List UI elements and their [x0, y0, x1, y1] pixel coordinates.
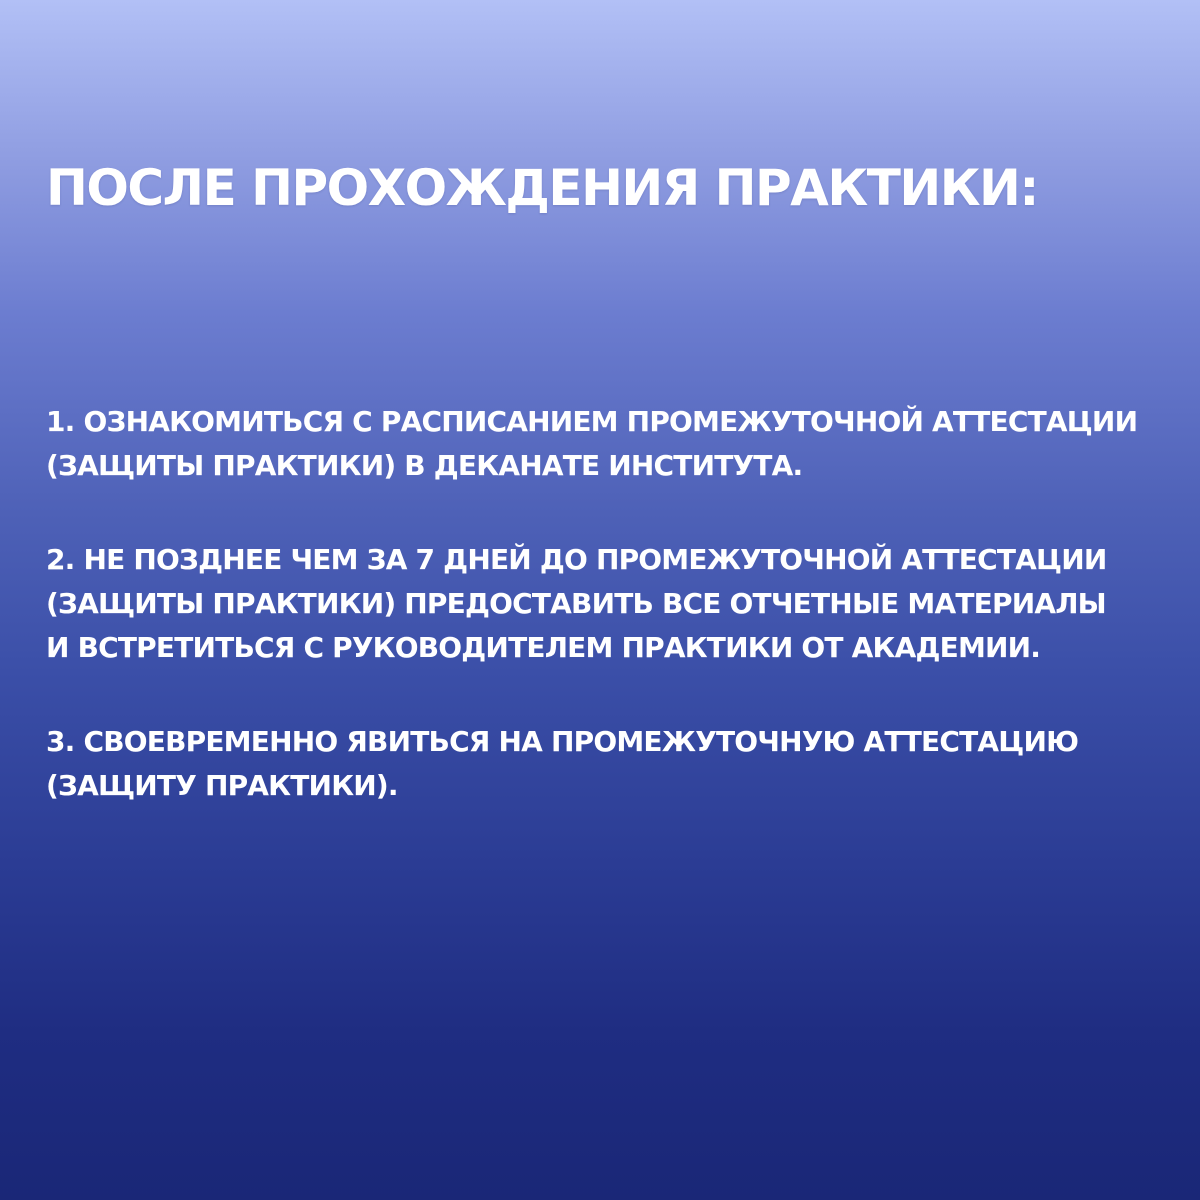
list-item — [46, 538, 1166, 670]
list-item-line: 3. СВОЕВРЕМЕННО ЯВИТЬСЯ НА ПРОМЕЖУТОЧНУЮ АТТЕСТАЦИЮ — [46, 725, 1079, 758]
list-item — [46, 400, 1166, 488]
list-item-line: 2. НЕ ПОЗДНЕЕ ЧЕМ ЗА 7 ДНЕЙ ДО ПРОМЕЖУТОЧНОЙ АТТЕСТАЦИИ — [46, 543, 1107, 576]
list-item-line: (ЗАЩИТЫ ПРАКТИКИ) ПРЕДОСТАВИТЬ ВСЕ ОТЧЕТНЫЕ МАТЕРИАЛЫ — [46, 587, 1106, 620]
page-title: ПОСЛЕ ПРОХОЖДЕНИЯ ПРАКТИКИ: — [46, 159, 1038, 217]
list-item-line: (ЗАЩИТУ ПРАКТИКИ). — [46, 769, 398, 802]
list-item — [46, 720, 1166, 808]
list-item-line: И ВСТРЕТИТЬСЯ С РУКОВОДИТЕЛЕМ ПРАКТИКИ ОТ АКАДЕМИИ. — [46, 631, 1041, 664]
list-item-line: 1. ОЗНАКОМИТЬСЯ С РАСПИСАНИЕМ ПРОМЕЖУТОЧНОЙ АТТЕСТАЦИИ — [46, 405, 1138, 438]
instruction-list — [46, 400, 1166, 858]
list-item-line: (ЗАЩИТЫ ПРАКТИКИ) В ДЕКАНАТЕ ИНСТИТУТА. — [46, 449, 803, 482]
